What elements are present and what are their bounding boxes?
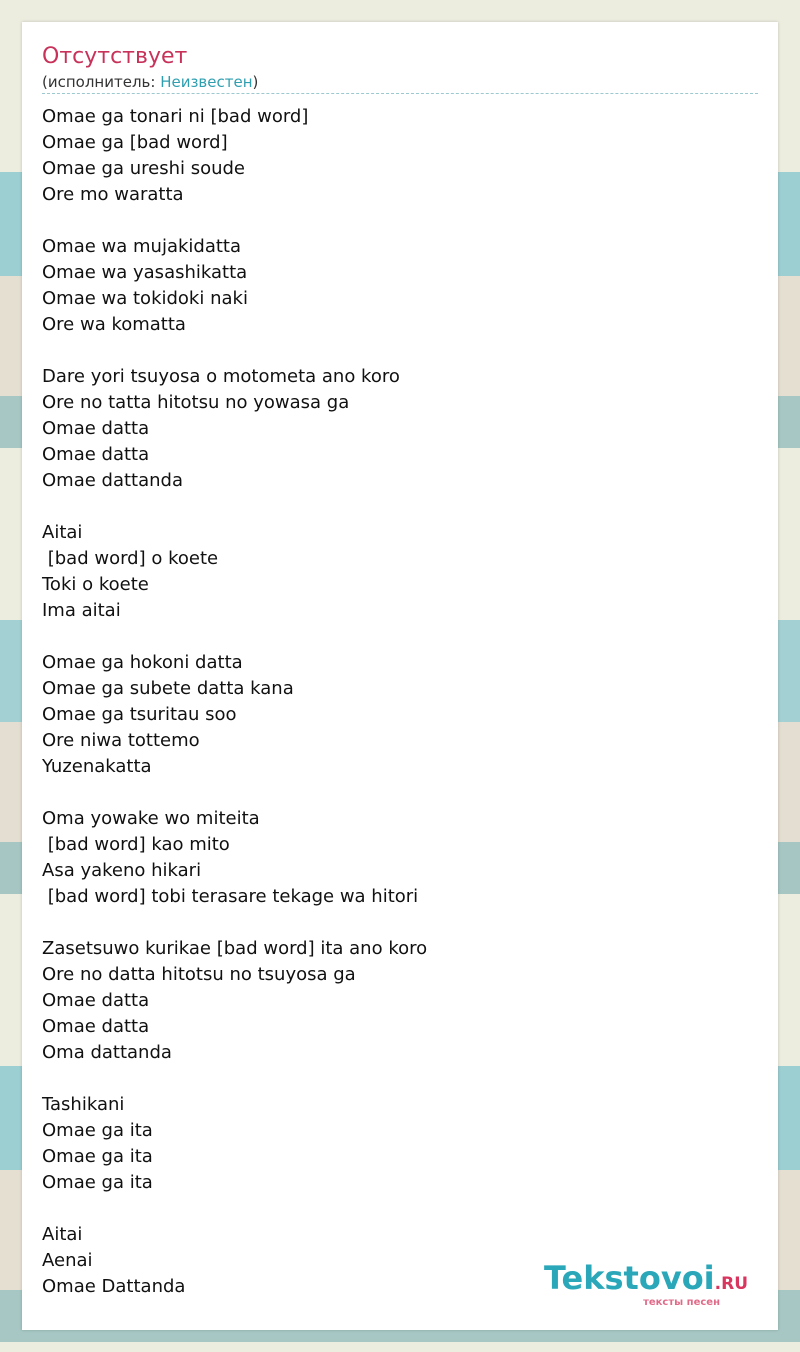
lyrics-blank-line xyxy=(42,1196,758,1222)
lyrics-line: Oma yowake wo miteita xyxy=(42,808,260,829)
lyrics-line: Omae ga tonari ni [bad word] xyxy=(42,106,309,127)
lyrics-blank-line xyxy=(42,494,758,520)
lyrics-line: [bad word] o koete xyxy=(42,548,219,569)
lyrics-line: Dare yori tsuyosa o motometa ano koro xyxy=(42,366,400,387)
lyrics-line: Omae datta xyxy=(42,990,150,1011)
lyrics-line: Omae dattanda xyxy=(42,470,183,491)
lyrics-line: Tashikani xyxy=(42,1094,125,1115)
lyrics-card xyxy=(22,22,778,1330)
lyrics-line: Ore niwa tottemo xyxy=(42,730,200,751)
lyrics-line: Omae ga hokoni datta xyxy=(42,652,243,673)
lyrics-line: Ore mo waratta xyxy=(42,184,184,205)
lyrics-line: Ore no datta hitotsu no tsuyosa ga xyxy=(42,964,356,985)
lyrics-line: Yuzenakatta xyxy=(42,756,152,777)
lyrics-line: Ore wa komatta xyxy=(42,314,186,335)
lyrics-line: Zasetsuwo kurikae [bad word] ita ano koro xyxy=(42,938,428,959)
artist-prefix: (исполнитель: xyxy=(42,73,161,91)
artist-line xyxy=(42,72,258,92)
lyrics-line: Asa yakeno hikari xyxy=(42,860,202,881)
artist-suffix: ) xyxy=(252,73,259,91)
logo-name: Tekstovoi xyxy=(543,1259,715,1297)
lyrics-blank-line xyxy=(42,910,758,936)
lyrics-line: Aenai xyxy=(42,1250,93,1271)
lyrics-line: Omae datta xyxy=(42,1016,150,1037)
lyrics-line: Omae ga [bad word] xyxy=(42,132,228,153)
lyrics-blank-line xyxy=(42,1066,758,1092)
lyrics-line: Omae ga subete datta kana xyxy=(42,678,294,699)
lyrics-line: Omae wa mujakidatta xyxy=(42,236,242,257)
artist-link[interactable]: Неизвестен xyxy=(160,73,253,91)
lyrics-line: Omae ga ureshi soude xyxy=(42,158,246,179)
logo-wordmark xyxy=(544,1261,748,1301)
lyrics-blank-line xyxy=(42,338,758,364)
lyrics-line: Omae ga ita xyxy=(42,1172,153,1193)
lyrics-line: Omae ga ita xyxy=(42,1120,153,1141)
lyrics-line: Toki o koete xyxy=(42,574,149,595)
lyrics-line: [bad word] kao mito xyxy=(42,834,230,855)
lyrics-line: Omae wa yasashikatta xyxy=(42,262,248,283)
lyrics-line: Omae datta xyxy=(42,418,150,439)
lyrics-line: Ore no tatta hitotsu no yowasa ga xyxy=(42,392,350,413)
lyrics-line: Omae datta xyxy=(42,444,150,465)
logo-tagline: тексты песен xyxy=(643,1297,720,1308)
lyrics-line: Omae ga tsuritau soo xyxy=(42,704,237,725)
lyrics-line: Ima aitai xyxy=(42,600,121,621)
lyrics-line: Aitai xyxy=(42,522,83,543)
lyrics-line: Omae Dattanda xyxy=(42,1276,186,1297)
song-title: Отсутствует xyxy=(42,44,188,69)
lyrics-blank-line xyxy=(42,208,758,234)
lyrics-line: Omae ga ita xyxy=(42,1146,153,1167)
lyrics-blank-line xyxy=(42,624,758,650)
lyrics-line: Oma dattanda xyxy=(42,1042,172,1063)
lyrics-line: [bad word] tobi terasare tekage wa hitori xyxy=(42,886,419,907)
lyrics-blank-line xyxy=(42,780,758,806)
lyrics-line: Omae wa tokidoki naki xyxy=(42,288,248,309)
lyrics-line: Aitai xyxy=(42,1224,83,1245)
logo-tld: .RU xyxy=(714,1274,748,1294)
title-divider xyxy=(42,93,758,94)
lyrics-text xyxy=(42,104,758,1300)
site-logo[interactable] xyxy=(544,1261,748,1308)
